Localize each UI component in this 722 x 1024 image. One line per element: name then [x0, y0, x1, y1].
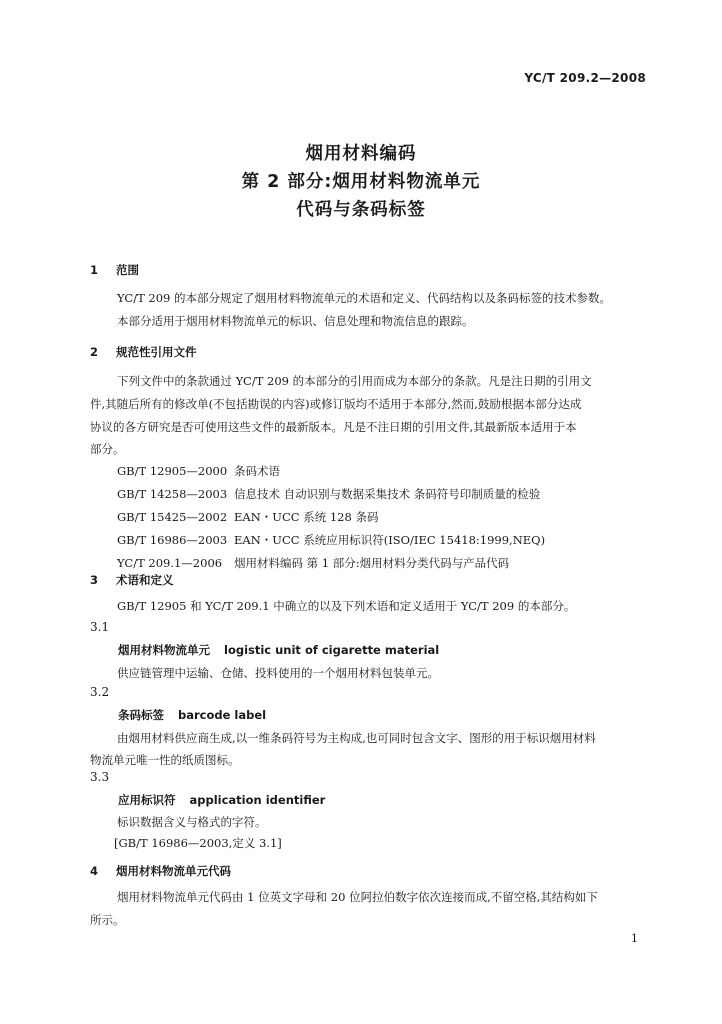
term-english: application identifier [189, 793, 326, 807]
section-title: 规范性引用文件 [116, 345, 197, 359]
normative-reference [117, 509, 378, 525]
normative-reference [117, 532, 545, 548]
reference-title: 条码术语 [234, 464, 280, 478]
normative-reference [117, 463, 280, 479]
definition-source: [GB/T 16986—2003,定义 3.1] [114, 836, 282, 850]
reference-title: EAN・UCC 系统 128 条码 [234, 510, 379, 524]
term-english: barcode label [178, 708, 267, 722]
section-number: 3 [90, 573, 99, 587]
term-heading [118, 642, 439, 658]
term-heading [118, 707, 266, 723]
reference-code: GB/T 16986—2003 [117, 533, 228, 547]
section-title: 范围 [116, 263, 139, 277]
subsection-number: 3.2 [90, 685, 110, 699]
paragraph-line: 件,其随后所有的修改单(不包括勘误的内容)或修订版均不适用于本部分,然而,鼓励根据本部分达成 [90, 397, 582, 411]
paragraph-line: 下列文件中的条款通过 YC/T 209 的本部分的引用而成为本部分的条款。凡是注日期的引用文 [117, 374, 592, 388]
normative-reference [117, 555, 509, 571]
reference-code: GB/T 12905—2000 [117, 464, 228, 478]
normative-reference [117, 486, 540, 502]
paragraph-line: 烟用材料物流单元代码由 1 位英文字母和 20 位阿拉伯数字依次连接而成,不留空格,其结构如下 [117, 890, 598, 904]
subsection-number: 3.1 [90, 620, 110, 634]
paragraph-line: 部分。 [90, 442, 125, 456]
term-chinese: 应用标识符 [118, 793, 176, 807]
standard-code-header: YC/T 209.2—2008 [524, 71, 646, 85]
document-title-line-1: 烟用材料编码 [305, 144, 417, 164]
paragraph-line: 本部分适用于烟用材料物流单元的标识、信息处理和物流信息的跟踪。 [117, 314, 474, 328]
document-title-line-3: 代码与条码标签 [296, 200, 426, 220]
term-heading [118, 792, 325, 808]
paragraph-line: 所示。 [90, 913, 125, 927]
reference-title: 烟用材料编码 第 1 部分:烟用材料分类代码与产品代码 [234, 556, 510, 570]
reference-code: GB/T 14258—2003 [117, 487, 228, 501]
section-title: 术语和定义 [116, 573, 174, 587]
subsection-number: 3.3 [90, 770, 110, 784]
definition-line: 由烟用材料供应商生成,以一维条码符号为主构成,也可同时包含文字、图形的用于标识烟用材料 [117, 731, 596, 745]
section-title: 烟用材料物流单元代码 [116, 864, 231, 878]
paragraph-line: 协议的各方研究是否可使用这些文件的最新版本。凡是不注日期的引用文件,其最新版本适用于本 [90, 420, 577, 434]
term-chinese: 烟用材料物流单元 [118, 643, 210, 657]
section-3-heading [90, 572, 174, 588]
section-4-heading [90, 863, 231, 879]
section-2-heading [90, 344, 197, 360]
definition-line: 供应链管理中运输、仓储、投料使用的一个烟用材料包装单元。 [117, 666, 439, 680]
section-number: 2 [90, 345, 99, 359]
page-number: 1 [631, 932, 638, 945]
term-english: logistic unit of cigarette material [224, 643, 440, 657]
section-number: 4 [90, 864, 99, 878]
reference-title: 信息技术 自动识别与数据采集技术 条码符号印制质量的检验 [234, 487, 541, 501]
paragraph-line: YC/T 209 的本部分规定了烟用材料物流单元的术语和定义、代码结构以及条码标签的技术参数。 [117, 291, 611, 305]
definition-line: 物流单元唯一性的纸质图标。 [90, 753, 240, 767]
document-title-line-2: 第 2 部分:烟用材料物流单元 [241, 172, 481, 192]
term-chinese: 条码标签 [118, 708, 164, 722]
section-1-heading [90, 262, 139, 278]
reference-code: GB/T 15425—2002 [117, 510, 228, 524]
paragraph-line: GB/T 12905 和 YC/T 209.1 中确立的以及下列术语和定义适用于 YC/T 209 的本部分。 [117, 599, 576, 613]
section-number: 1 [90, 263, 99, 277]
definition-line: 标识数据含义与格式的字符。 [117, 815, 267, 829]
reference-code: YC/T 209.1—2006 [117, 556, 223, 570]
reference-title: EAN・UCC 系统应用标识符(ISO/IEC 15418:1999,NEQ) [234, 533, 546, 547]
